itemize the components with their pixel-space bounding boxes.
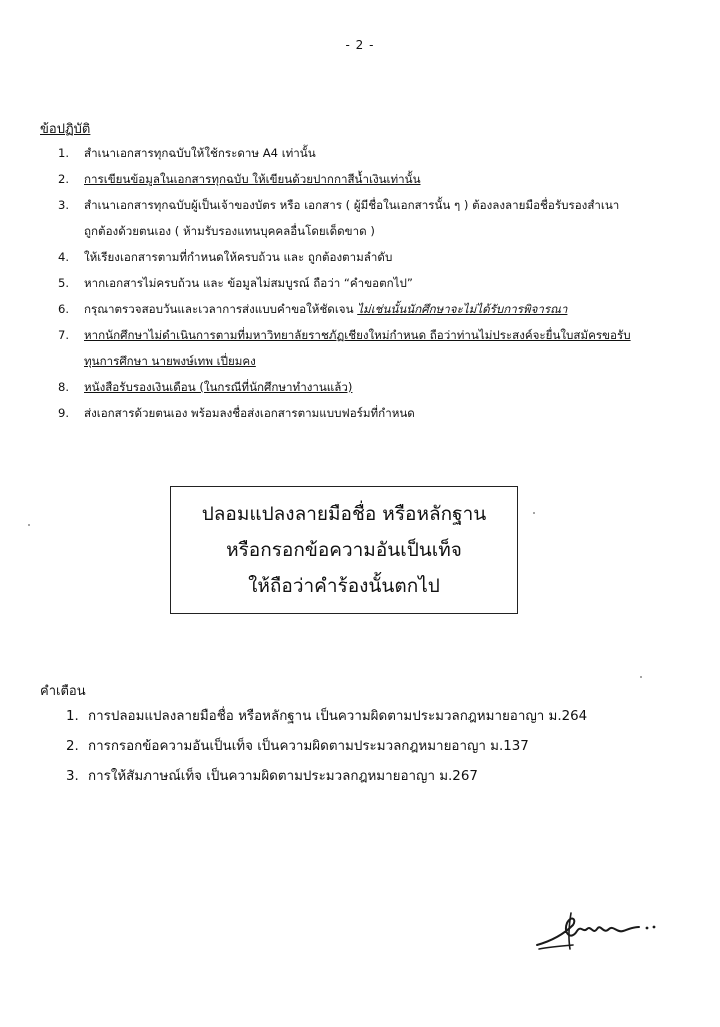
rules-heading: ข้อปฏิบัติ: [40, 122, 91, 137]
rule-text: สำเนาเอกสารทุกฉบับให้ใช้กระดาษ A4 เท่านั้น: [84, 146, 316, 160]
rule-text: หากเอกสารไม่ครบถ้วน และ ข้อมูลไม่สมบูรณ์ ถือว่า “คำขอตกไป”: [84, 276, 413, 290]
warnings-heading: คำเตือน: [40, 684, 86, 699]
rule-text: ให้เรียงเอกสารตามที่กำหนดให้ครบถ้วน และ ถูกต้องตามลำดับ: [84, 250, 393, 264]
notice-line-2: หรือกรอกข้อความอันเป็นเท็จ: [226, 539, 462, 561]
warning-text: การให้สัมภาษณ์เท็จ เป็นความผิดตามประมวลกฎหมายอาญา ม.267: [88, 769, 478, 784]
list-item: 3. การให้สัมภาษณ์เท็จ เป็นความผิดตามประมวลกฎหมายอาญา ม.267: [66, 769, 478, 784]
list-item: 6. กรุณาตรวจสอบวันและเวลาการส่งแบบคำขอให้ชัดเจน ไม่เช่นนั้นนักศึกษาจะไม่ได้รับการพิจารณา: [58, 302, 568, 316]
notice-line-1: ปลอมแปลงลายมือชื่อ หรือหลักฐาน: [201, 503, 487, 525]
list-item: 3. สำเนาเอกสารทุกฉบับผู้เป็นเจ้าของบัตร หรือ เอกสาร ( ผู้มีชื่อในเอกสารนั้น ๆ ) ต้องลงลายมือชื่อรับรองสำเนา ถูกต้องด้วยตนเอง ( ห้ามรับรองแทนบุคคลอื่นโดยเด็ดขาด ): [58, 198, 620, 238]
scan-speck: [28, 524, 30, 526]
notice-line-3: ให้ถือว่าคำร้องนั้นตกไป: [248, 575, 440, 597]
page-number: - 2 -: [345, 38, 375, 52]
list-item: 7. หากนักศึกษาไม่ดำเนินการตามที่มหาวิทยาลัยราชภัฏเชียงใหม่กำหนด ถือว่าท่านไม่ประสงค์จะยื่นใบสมัครขอรับ ทุนการศึกษา นายพงษ์เทพ เปี่ยมคง: [58, 328, 631, 368]
warning-text: การปลอมแปลงลายมือชื่อ หรือหลักฐาน เป็นความผิดตามประมวลกฎหมายอาญา ม.264: [88, 709, 588, 724]
list-item: 9. ส่งเอกสารด้วยตนเอง พร้อมลงชื่อส่งเอกสารตามแบบฟอร์มที่กำหนด: [58, 406, 415, 420]
notice-box: [170, 486, 518, 614]
rule-text-continued: ทุนการศึกษา นายพงษ์เทพ เปี่ยมคง: [84, 354, 256, 368]
rule-text: ส่งเอกสารด้วยตนเอง พร้อมลงชื่อส่งเอกสารตามแบบฟอร์มที่กำหนด: [84, 406, 415, 420]
warnings-list: [66, 702, 666, 792]
rules-list: [58, 140, 683, 426]
rule-text-emphasis: ไม่เช่นนั้นนักศึกษาจะไม่ได้รับการพิจารณา: [357, 302, 568, 316]
signature-icon: [533, 905, 663, 955]
list-item: 4. ให้เรียงเอกสารตามที่กำหนดให้ครบถ้วน และ ถูกต้องตามลำดับ: [58, 250, 393, 264]
rule-text: กรุณาตรวจสอบวันและเวลาการส่งแบบคำขอให้ชัดเจน: [84, 302, 358, 316]
list-item: 2. การเขียนข้อมูลในเอกสารทุกฉบับ ให้เขียนด้วยปากกาสีน้ำเงินเท่านั้น: [58, 172, 421, 186]
rule-text: หนังสือรับรองเงินเดือน (ในกรณีที่นักศึกษาทำงานแล้ว): [84, 380, 353, 394]
list-item: 2. การกรอกข้อความอันเป็นเท็จ เป็นความผิดตามประมวลกฎหมายอาญา ม.137: [66, 739, 529, 754]
scan-speck: [640, 676, 642, 678]
list-item: 1. การปลอมแปลงลายมือชื่อ หรือหลักฐาน เป็นความผิดตามประมวลกฎหมายอาญา ม.264: [66, 709, 588, 724]
rule-text: สำเนาเอกสารทุกฉบับผู้เป็นเจ้าของบัตร หรือ เอกสาร ( ผู้มีชื่อในเอกสารนั้น ๆ ) ต้องลงลายมือชื่อรับรองสำเนา: [84, 198, 620, 212]
rule-text: การเขียนข้อมูลในเอกสารทุกฉบับ ให้เขียนด้วยปากกาสีน้ำเงินเท่านั้น: [84, 172, 421, 186]
list-item: 1. สำเนาเอกสารทุกฉบับให้ใช้กระดาษ A4 เท่านั้น: [58, 146, 316, 160]
list-item: 5. หากเอกสารไม่ครบถ้วน และ ข้อมูลไม่สมบูรณ์ ถือว่า “คำขอตกไป”: [58, 276, 413, 290]
scan-speck: [533, 512, 535, 514]
warning-text: การกรอกข้อความอันเป็นเท็จ เป็นความผิดตามประมวลกฎหมายอาญา ม.137: [88, 739, 529, 754]
rule-text-continued: ถูกต้องด้วยตนเอง ( ห้ามรับรองแทนบุคคลอื่นโดยเด็ดขาด ): [84, 224, 375, 238]
list-item: 8. หนังสือรับรองเงินเดือน (ในกรณีที่นักศึกษาทำงานแล้ว): [58, 380, 353, 394]
rule-text: หากนักศึกษาไม่ดำเนินการตามที่มหาวิทยาลัยราชภัฏเชียงใหม่กำหนด ถือว่าท่านไม่ประสงค์จะยื่นใบสมัครขอรับ: [84, 328, 631, 342]
